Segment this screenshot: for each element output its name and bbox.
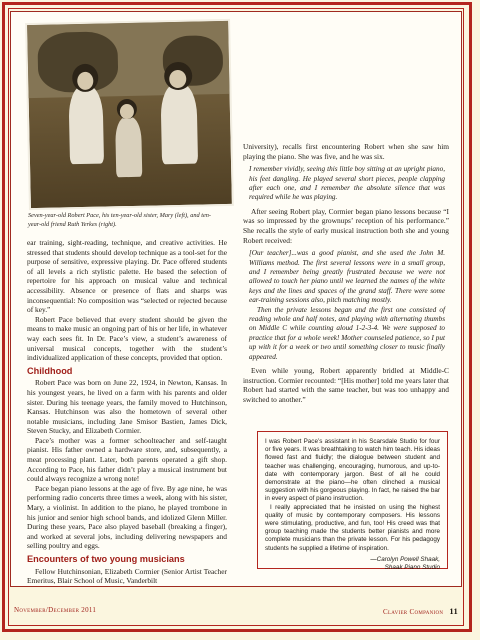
photo-caption: Seven-year-old Robert Pace, his ten-year-old sister, Mary (left), and ten-year-old friend Ruth Yerkes (right). [28,212,211,228]
body-paragraph: Fellow Hutchinsonian, Elizabeth Cormier (Senior Artist Teacher Emeritus, Blair School of Music, Vanderbilt [27,566,227,586]
quote-text: [Our teacher]...was a good pianist, and she used the John M. Williams method. The first several lessons were in a small group, and I remember being greatly frustrated because we were not allowed to touch her piano until we learned the names of the white keys and the lines and spaces of the grand staff. There were some ear-training sessions also, pitch matching mostly. [249,249,445,305]
attribution-name: —Carolyn Powell Shaak, [370,555,440,563]
magazine-name: Clavier Companion [382,608,444,616]
right-column [243,142,449,404]
body-paragraph: Pace began piano lessons at the age of five. By age nine, he was performing radio concerts three times a week, along with his sister, Mary, a violinist. In addition to the piano, he played trombone in his junior and senior high school bands, and idolized Glenn Miller. During these years, Pace also played baseball (breaking a finger), and worked at several jobs, including delivering newspapers and selling poultry and eggs. [27,483,227,551]
sidebar-paragraph: I really appreciated that he insisted on using the highest quality of music by contemporary composers. His lessons were stimulating, productive, and fun, too! His creed was that group teaching made the students better pianists and more complete musicians than the private lesson. For his pedagogy students he supplied a lifetime of inspiration. [265,503,440,552]
section-heading-childhood: Childhood [27,365,73,376]
body-paragraph: Even while young, Robert apparently bridled at Middle-C instruction. Cormier recounted: “[His mother] told me years later that Robert had started with the same teacher, but was too unhappy and switched to another.” [243,366,449,404]
quote-text: Then the private lessons began and the first one consisted of reading whole and half notes, and playing with alternating thumbs on Middle C while counting aloud 1-2-3-4. We were supposed to practice that for a whole week! Mother counseled patience, so I put up with it for a week or two until something closer to music finally appeared. [249,305,445,361]
article-page [10,11,462,587]
sidebar-paragraph: I was Robert Pace’s assistant in his Scarsdale Studio for four or five years. It was breathtaking to watch him teach. His ideas flowed fast and fluidly; the dialogue between student and teacher was challenging, encouraging, humorous, and up-to-date with contemporary jargon. Best of all he could demonstrate at the piano—he often clinched a musical suggestion with his gorgeous playing. In fact, he raised the bar in every aspect of piano instruction. [265,438,440,503]
historical-photo [25,19,234,210]
testimonial-sidebar [257,431,448,572]
body-paragraph: University), recalls first encountering Robert when she saw him playing the piano. She was five, and he was six. [243,142,449,161]
block-quote [249,249,445,362]
section-heading-encounters: Encounters of two young musicians [27,554,185,564]
attribution-org: Shaak Piano Studio [384,564,440,572]
sidebar-attribution [265,556,440,572]
page-number: 11 [449,606,458,616]
body-paragraph: Robert Pace was born on June 22, 1924, in Newton, Kansas. In his youngest years, he lived on a farm with his parents and older sister. During his teenage years, the family moved to Hutchinson, Kansas. Hutchinson was also the hometown of several other notable musicians, including Jane Smisor Bastien, James Dick, Steven Stucky, and Elizabeth Cormier. [27,378,227,436]
footer-magazine [383,606,458,616]
footer-issue: November/December 2011 [14,606,97,614]
body-paragraph: Robert Pace believed that every student should be given the means to make music an ongoing part of his or her life, in whatever way each sees fit. In Dr. Pace’s view, a student’s awareness of universal musical concepts, together with the student’s individualized application of these concepts, provided that option. [27,314,227,363]
body-paragraph: Pace’s mother was a former schoolteacher and self-taught pianist. His father owned a hardware store, and, subsequently, a meat processing plant. Later, both parents operated a gift shop. According to Pace, his father didn’t play a musical instrument but could always recognize a wrong note! [27,435,227,484]
left-column [27,238,227,586]
block-quote [249,165,445,203]
body-paragraph: After seeing Robert play, Cormier began piano lessons because “I was so impressed by the grownups’ reception of his performance.” She recalls the style of early musical instruction both she and young Robert received: [243,206,449,245]
body-paragraph: ear training, sight-reading, technique, and creative activities. He stressed that students should develop technique as a tool-set for the purpose of sensitive, expressive playing. Dr. Pace offered students of all levels a rich stylistic palette. He based the selection of repertoire for his approach on musical value and technical accessibility. Absence or presence of flats and sharps was inconsequential: No composition was “selected or rejected because of key.” [27,238,227,315]
quote-text: I remember vividly, seeing this little boy sitting at an upright piano, his feet dangling. He played several short pieces, people clapping after each one, and I remember the absolute silence that was required while he was playing. [249,165,445,202]
